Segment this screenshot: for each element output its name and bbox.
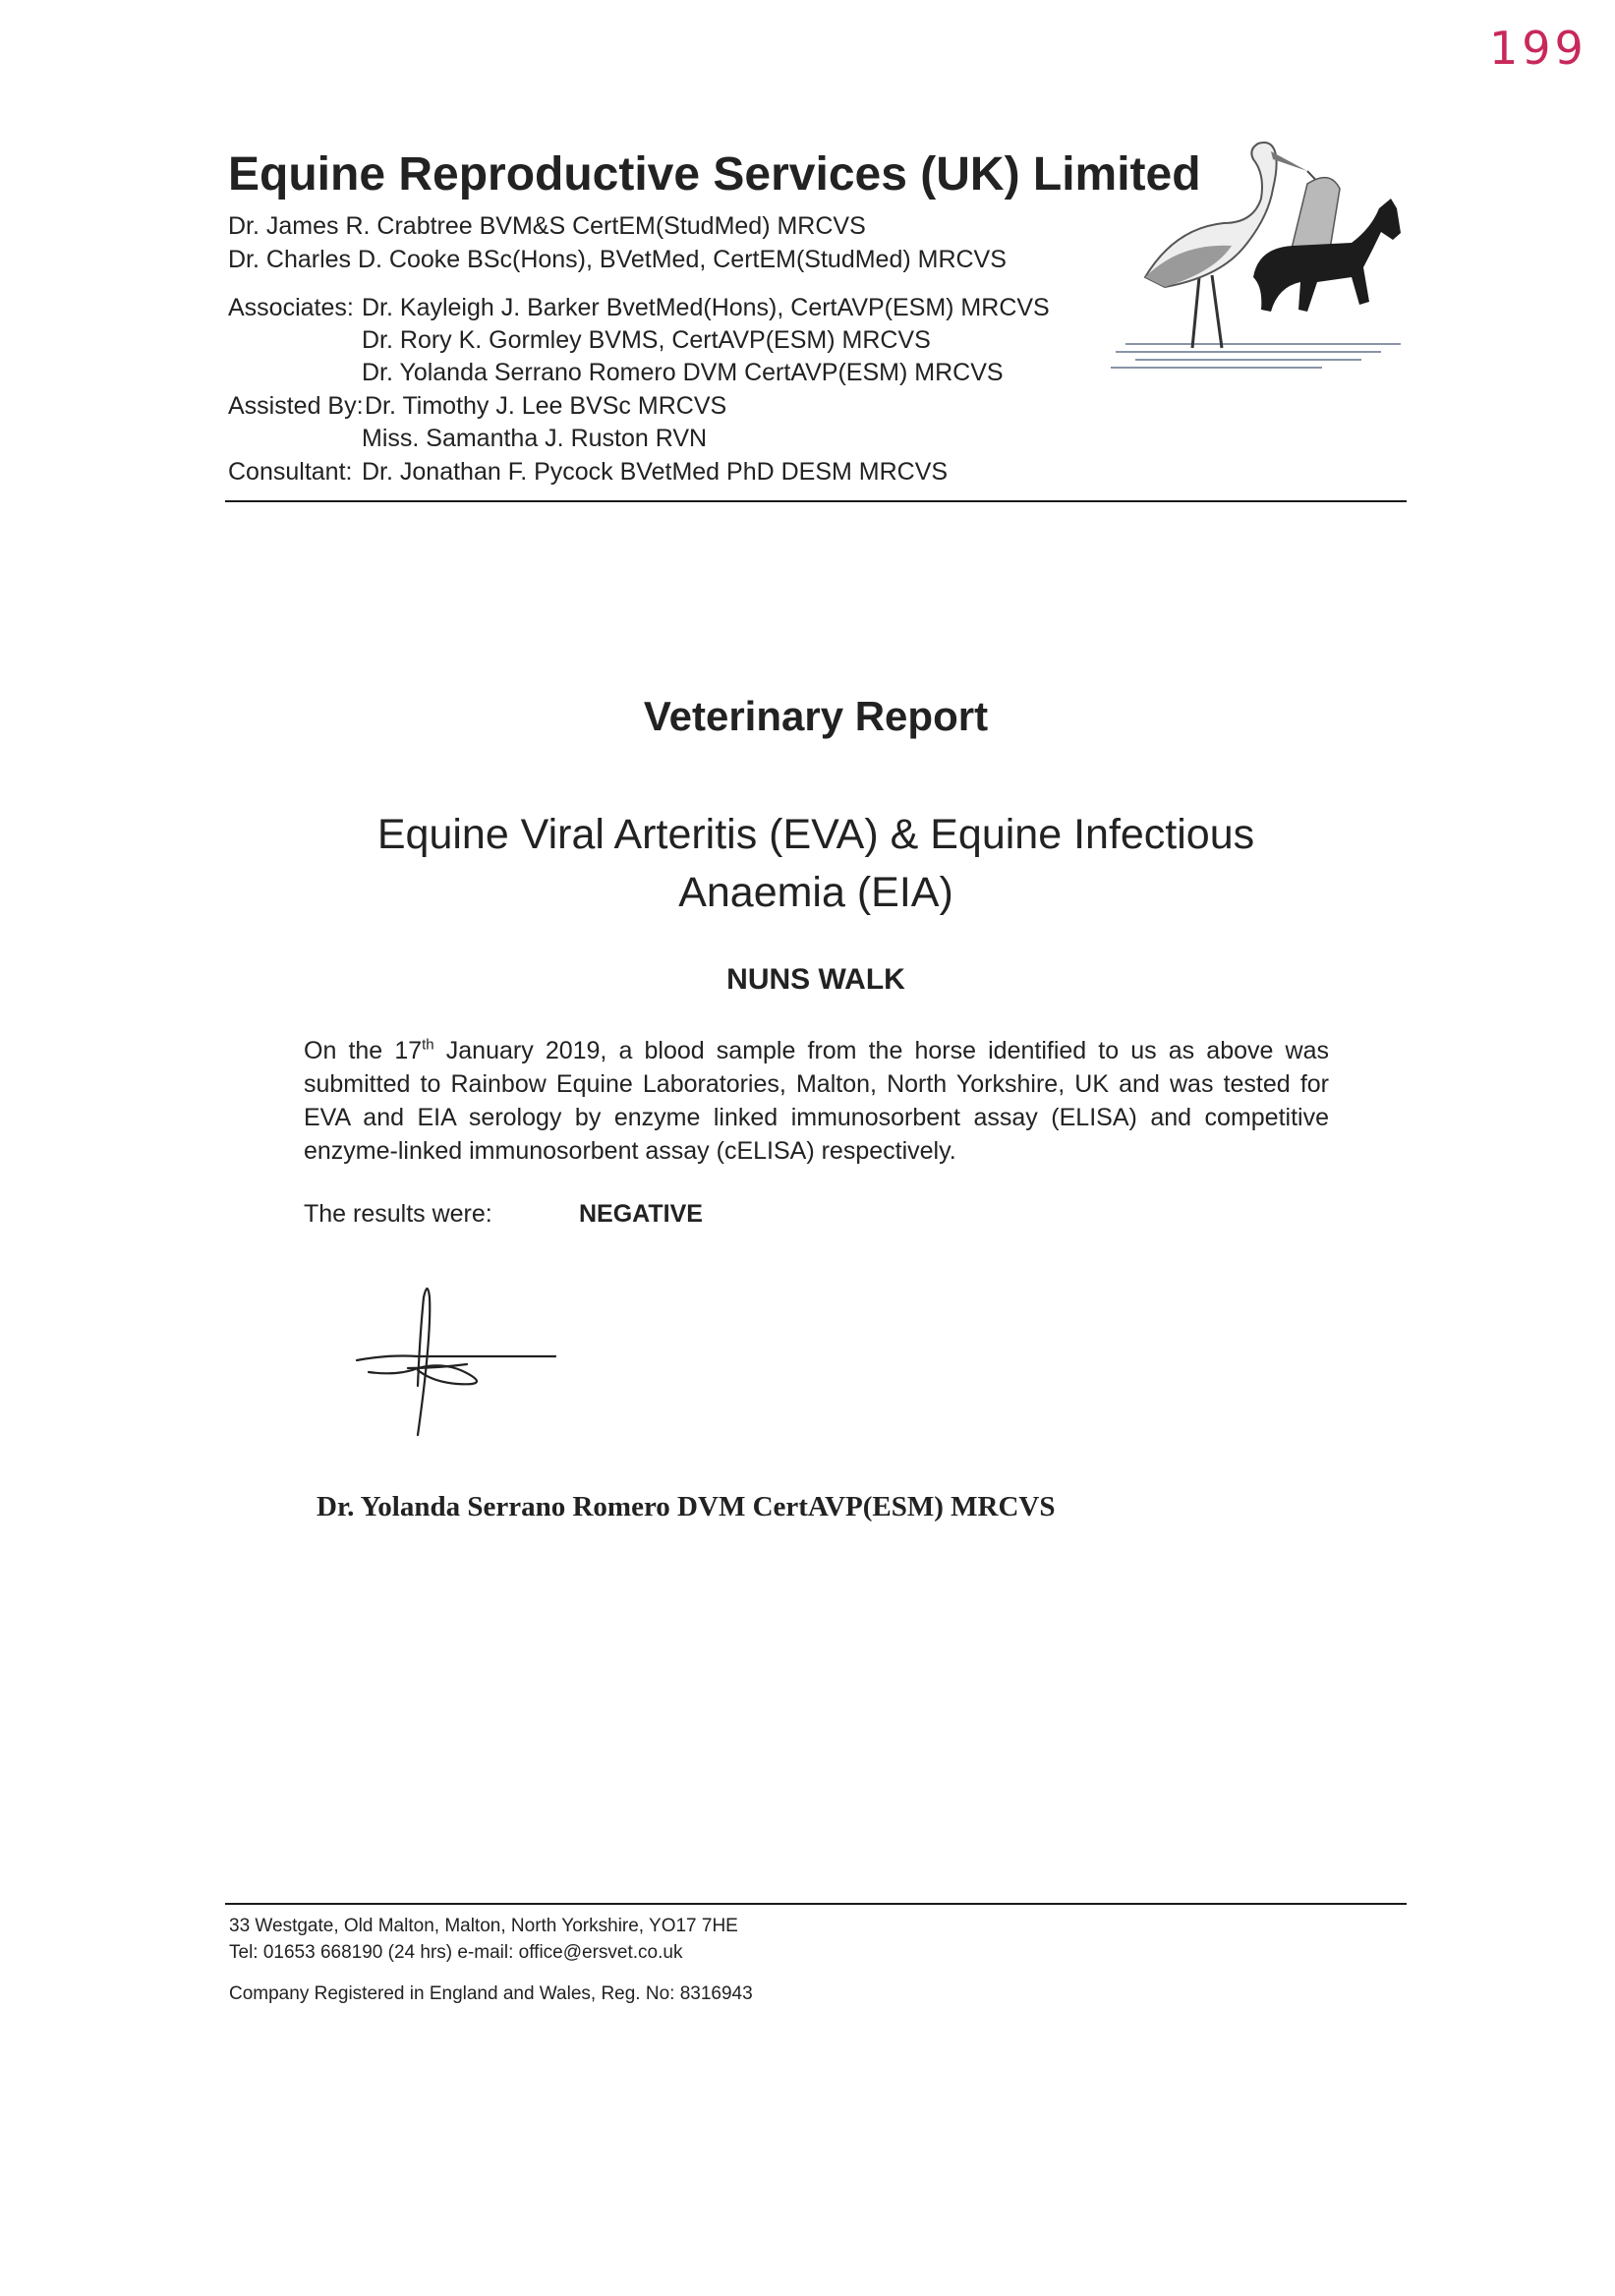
associates-label: Associates:: [228, 294, 354, 321]
para-prefix: On the 17: [304, 1037, 423, 1064]
results-label: The results were:: [304, 1200, 492, 1228]
footer-registration: Company Registered in England and Wales, Reg. No: 8316943: [229, 1983, 753, 2004]
associate-3: Dr. Yolanda Serrano Romero DVM CertAVP(ESM) MRCVS: [362, 359, 1004, 386]
footer-address: 33 Westgate, Old Malton, Malton, North Yorkshire, YO17 7HE: [229, 1916, 738, 1936]
principal-1: Dr. James R. Crabtree BVM&S CertEM(StudMed) MRCVS: [228, 212, 866, 240]
report-subtitle-line-2: Anaemia (EIA): [678, 869, 953, 916]
signer-name: Dr. Yolanda Serrano Romero DVM CertAVP(ESM) MRCVS: [317, 1491, 1056, 1522]
horse-name: NUNS WALK: [726, 963, 905, 996]
results-value: NEGATIVE: [579, 1200, 703, 1228]
footer-contact: Tel: 01653 668190 (24 hrs) e-mail: office@ersvet.co.uk: [229, 1942, 683, 1963]
header-rule: [225, 500, 1407, 502]
page-number: 199: [1489, 22, 1587, 75]
consultant-name: Dr. Jonathan F. Pycock BVetMed PhD DESM MRCVS: [362, 458, 949, 486]
report-paragraph: [304, 1034, 1329, 1168]
assisted-label: Assisted By:: [228, 392, 364, 420]
footer-rule: [225, 1903, 1407, 1905]
associate-2: Dr. Rory K. Gormley BVMS, CertAVP(ESM) MRCVS: [362, 326, 931, 354]
consultant-label: Consultant:: [228, 458, 353, 486]
report-title: Veterinary Report: [643, 693, 989, 739]
associate-1: Dr. Kayleigh J. Barker BvetMed(Hons), CertAVP(ESM) MRCVS: [362, 294, 1050, 321]
assistant-2: Miss. Samantha J. Ruston RVN: [362, 425, 708, 452]
stork-and-horse-logo-icon: [1106, 130, 1420, 385]
company-name: Equine Reproductive Services (UK) Limited: [228, 148, 1201, 201]
para-ordinal: th: [422, 1036, 434, 1054]
signature: [349, 1278, 585, 1445]
assistant-1: Dr. Timothy J. Lee BVSc MRCVS: [365, 392, 727, 420]
para-rest: January 2019, a blood sample from the horse identified to us as above was submitted to Rainbow Equine Laboratories, Malton, North Yorkshire, UK and was tested for EVA and EIA serology by enzyme linked immunosorbent assay (ELISA) and competitive enzyme-linked immunosorbent assay (cELISA) respectively.: [304, 1037, 1329, 1165]
report-subtitle-line-1: Equine Viral Arteritis (EVA) & Equine Infectious: [376, 811, 1255, 858]
principal-2: Dr. Charles D. Cooke BSc(Hons), BVetMed, CertEM(StudMed) MRCVS: [228, 246, 1007, 273]
